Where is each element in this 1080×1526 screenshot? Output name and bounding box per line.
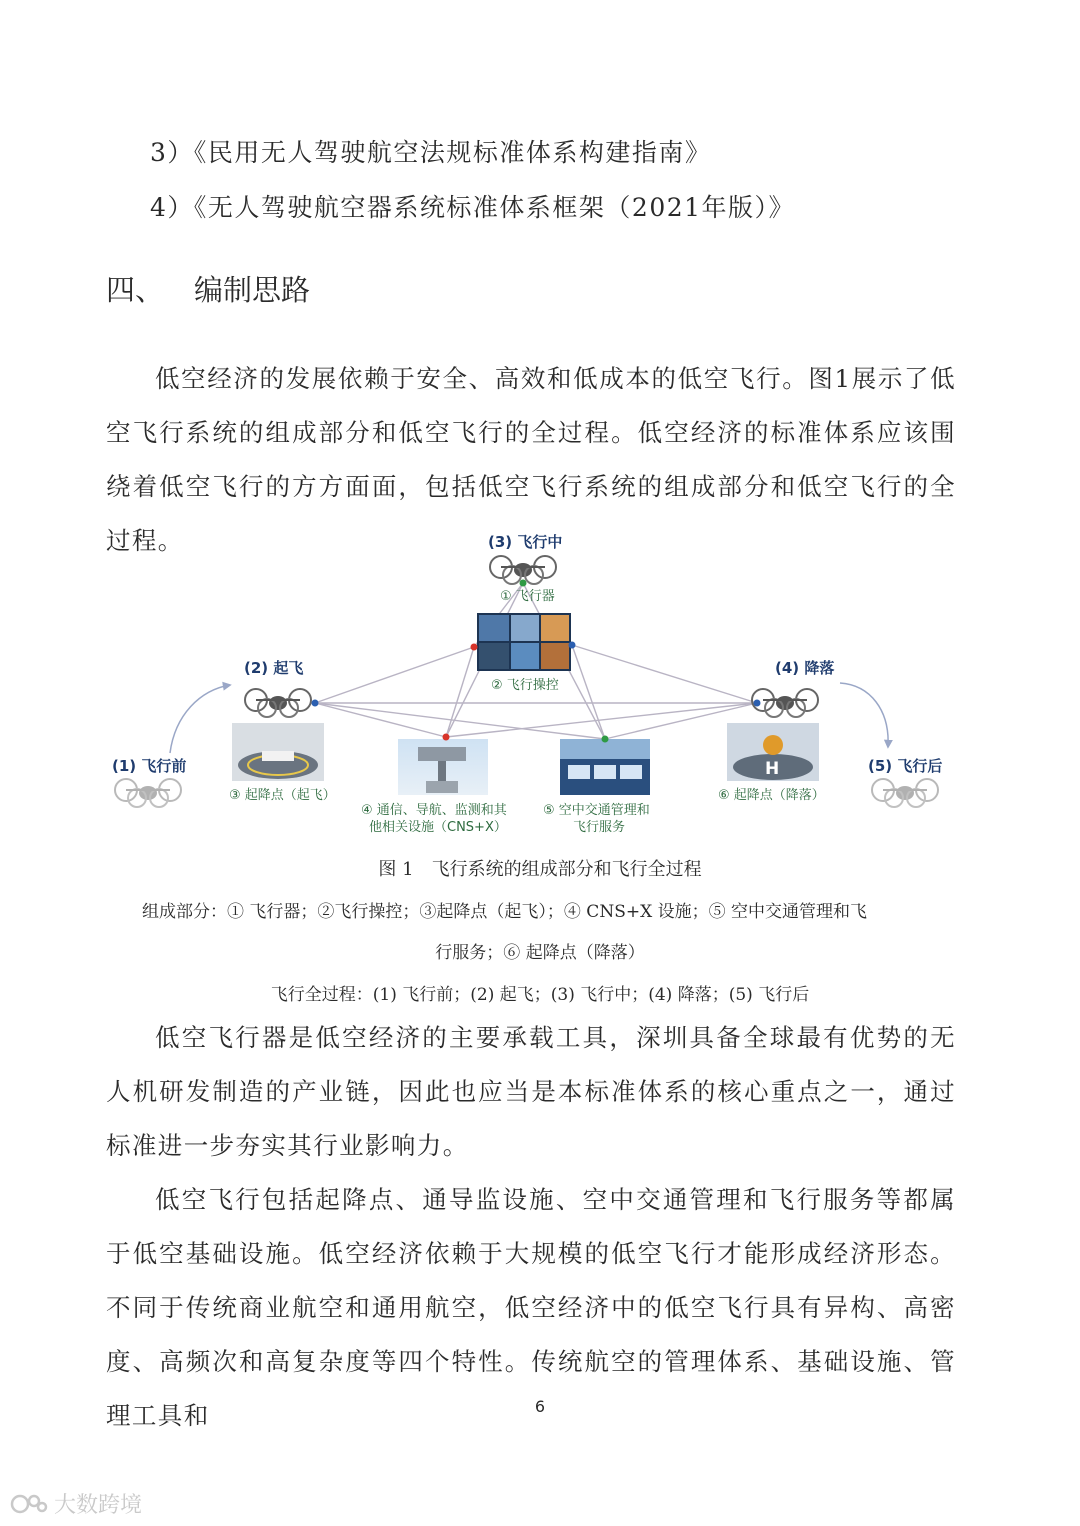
drone-icon-takeoff	[245, 689, 311, 717]
stage-after-label: (5) 飞行后	[868, 757, 943, 775]
component-4-label-line1: ④ 通信、导航、监测和其	[361, 803, 507, 818]
section-title: 编制思路	[194, 273, 311, 307]
node-dot-control-left	[471, 644, 478, 651]
arrow-landing-to-after	[840, 683, 888, 747]
radar-facility-image	[398, 739, 488, 795]
stage-before-label: (1) 飞行前	[112, 757, 187, 775]
reference-item-4: 4）《无人驾驶航空器系统标准体系框架（2021年版）》	[150, 193, 796, 222]
page-number: 6	[534, 1397, 546, 1416]
component-5-label-line2: 飞行服务	[573, 820, 626, 835]
arrow-before-to-takeoff	[170, 685, 230, 753]
flight-control-image	[477, 613, 571, 671]
figure-caption: 图 1 飞行系统的组成部分和飞行全过程	[378, 859, 702, 880]
body-paragraph-3: 低空飞行包括起降点、通导监设施、空中交通管理和飞行服务等都属于低空基础设施。低空经济依赖于大规模的低空飞行才能形成经济形态。不同于传统商业航空和通用航空，低空经济中的低空飞行具有异构、高密度、高频次和高复杂度等四个特性。传统航空的管理体系、基础设施、管理工具和	[106, 1185, 956, 1430]
body-paragraph-2: 低空飞行器是低空经济的主要承载工具，深圳具备全球最有优势的无人机研发制造的产业链，因此也应当是本标准体系的核心重点之一，通过标准进一步夯实其行业影响力。	[106, 1023, 956, 1160]
intro-paragraph: 低空经济的发展依赖于安全、高效和低成本的低空飞行。图1展示了低空飞行系统的组成部分和低空飞行的全过程。低空经济的标准体系应该围绕着低空飞行的方方面面，包括低空飞行系统的组成部分和低空飞行的全过程。	[106, 364, 956, 555]
takeoff-pad-image	[232, 723, 324, 781]
node-dot-inflight	[520, 580, 527, 587]
drone-icon-after	[872, 779, 938, 807]
drone-icon-before	[115, 779, 181, 807]
landing-pad-image	[727, 723, 819, 781]
watermark-logo-icon	[10, 1491, 48, 1517]
stage-landing-label: (4) 降落	[775, 659, 835, 677]
drone-icon-landing	[752, 689, 818, 717]
figure-note-process: 飞行全过程：(1) 飞行前；(2) 起飞；(3) 飞行中；(4) 降落；(5) 飞行后	[270, 985, 810, 1005]
watermark-text: 大数跨境	[54, 1493, 143, 1518]
component-5-label-line1: ⑤ 空中交通管理和	[543, 803, 650, 818]
node-dot-traffic	[602, 736, 609, 743]
traffic-management-image	[560, 739, 650, 795]
component-4-label-line2: 他相关设施（CNS+X）	[369, 820, 507, 835]
node-dot-radar	[443, 734, 450, 741]
node-dot-takeoff	[312, 700, 319, 707]
figure-note-components-line1: 组成部分：① 飞行器；②飞行操控；③起降点（起飞）；④ CNS+X 设施；⑤ 空中交通管理和飞	[142, 902, 867, 922]
component-1-label: ① 飞行器	[500, 589, 555, 604]
component-6-label: ⑥ 起降点（降落）	[718, 788, 825, 803]
section-heading	[106, 268, 310, 309]
flight-system-diagram	[0, 525, 1080, 845]
node-dot-control-right	[569, 642, 576, 649]
stage-takeoff-label: (2) 起飞	[244, 659, 304, 677]
node-dot-landing	[754, 700, 761, 707]
helipad-mark: H	[765, 759, 780, 779]
watermark	[10, 1488, 142, 1519]
component-3-label: ③ 起降点（起飞）	[229, 788, 336, 803]
section-number: 四、	[106, 273, 165, 307]
stage-inflight-label: (3) 飞行中	[488, 533, 563, 551]
component-2-label: ② 飞行操控	[491, 678, 559, 693]
figure-note-components-line2: 行服务；⑥ 起降点（降落）	[435, 943, 645, 963]
figure-1	[0, 525, 1080, 845]
reference-item-3: 3）《民用无人驾驶航空法规标准体系构建指南》	[150, 138, 712, 167]
